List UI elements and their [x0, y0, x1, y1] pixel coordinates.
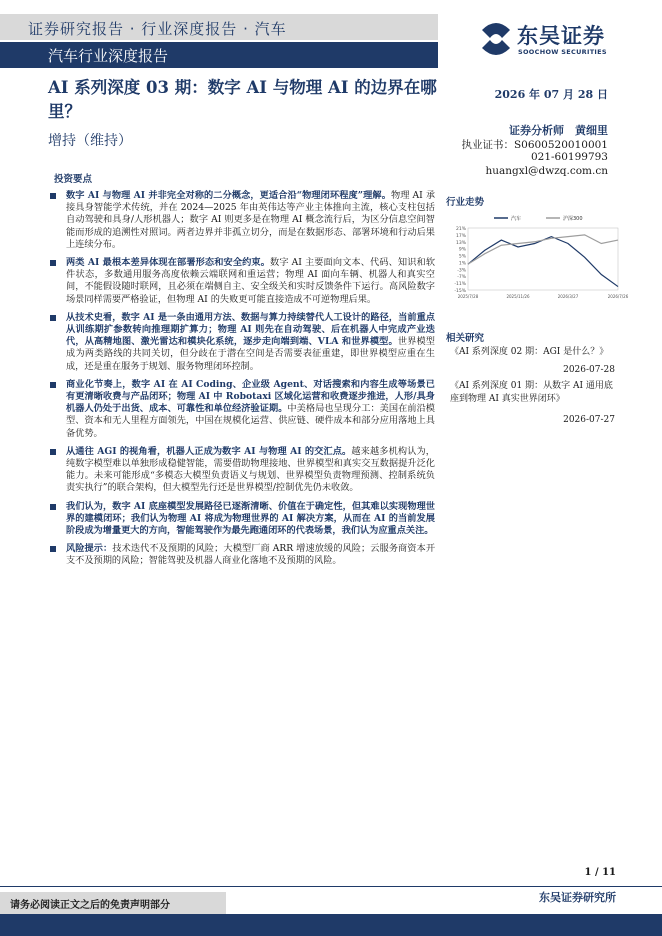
related-item-date: 2026-07-28: [563, 365, 615, 375]
company-logo-icon: [478, 20, 514, 58]
analyst-cert: 执业证书：S0600520010001: [461, 139, 608, 151]
highlights-title: 投资要点: [54, 174, 93, 185]
page-number: 1 / 11: [584, 867, 616, 878]
y-tick-label: -3%: [457, 268, 466, 274]
related-item-date: 2026-07-27: [563, 415, 615, 425]
plot-frame: [468, 228, 618, 290]
y-tick-label: 21%: [455, 227, 466, 232]
related-item-title[interactable]: 《AI 系列深度 01 期：从数字 AI 通用底座到物理 AI 真实世界闭环》: [450, 381, 613, 404]
y-tick-label: 17%: [455, 233, 466, 239]
company-logo-cn: 东吴证券: [517, 24, 605, 48]
industry-trend-chart: [446, 210, 629, 302]
series-line-csi300: [468, 235, 618, 264]
y-tick-label: 5%: [458, 254, 466, 260]
series-line-auto: [468, 237, 618, 287]
highlight-item: 从技术史看，数字 AI 是一条由通用方法、数据与算力持续替代人工设计的路径，当前重点从训练期扩参数转向推理期扩算力；物理 AI 则先在自动驾驶、后在机器人中完成产业迭代，从高精地图、激光雷达和模块化系统，逐步走向端到端、VLA 和世界模型。世界模型成为两类路线的共同关切，但分歧在于潜在空间是否需要表征重建，即世界模型应重在生成，还是重在服务于规划、服务物理闭环控制。: [48, 312, 435, 373]
analyst-name: 证券分析师 黄细里: [509, 124, 608, 137]
highlight-item: 我们认为，数字 AI 底座模型发展路径已逐渐清晰、价值在于确定性，但其难以实现物理世界的建模闭环；我们认为物理 AI 将成为物理世界的 AI 解决方案，从而在 AI 的当前发展阶段成为增量更大的方向，智能驾驶作为最先跑通闭环的代表场景，我们认为应重点关注。: [48, 501, 435, 538]
x-tick-label: 2025/11/26: [506, 294, 530, 299]
disclaimer-text: 请务必阅读正文之后的免责声明部分: [10, 900, 170, 911]
related-item-title[interactable]: 《AI 系列深度 02 期：AGI 是什么？》: [450, 347, 609, 357]
y-tick-label: 1%: [458, 261, 466, 267]
highlight-item: 从通往 AGI 的视角看，机器人正成为数字 AI 与物理 AI 的交汇点。越来越多机构认为，纯数字模型难以单独形成稳健智能，需要借助物理接地、世界模型和真实交互数据提升泛化能力。未来可能形成“多模态大模型负责语义与规划、世界模型负责物理预测、控制系统负责实执行”的联合架构，但大模型先行还是世界模型/控制优先仍未收敛。: [48, 446, 435, 495]
legend-label: 沪深300: [563, 216, 583, 222]
x-tick-label: 2025/7/28: [457, 294, 479, 299]
x-tick-label: 2026/3/27: [557, 294, 579, 299]
footer-divider: [0, 886, 662, 887]
highlight-item: 风险提示：技术迭代不及预期的风险；大模型厂商 ARR 增速放缓的风险；云服务商资本开支不及预期的风险；智能驾驶及机器人商业化落地不及预期的风险。: [48, 543, 435, 567]
highlight-item: 商业化节奏上，数字 AI 在 AI Coding、企业级 Agent、对话搜索和内容生成等场景已有更清晰收费与产品闭环；物理 AI 中 Robotaxi 区域化运营和收费逐步推进，人形/具身机器人仍处于出货、成本、可靠性和单位经济验证期。中美格局也呈现分工：美国在前沿模型、资本和无人里程方面领先，中国在规模化运营、供应链、硬件成本和部分应用落地上具备优势。: [48, 379, 435, 440]
y-tick-label: -11%: [454, 282, 466, 288]
report-title: AI 系列深度 03 期：数字 AI 与物理 AI 的边界在哪里？: [48, 78, 437, 121]
report-category: 证券研究报告 · 行业深度报告 · 汽车: [28, 20, 287, 38]
analyst-email: huangxl@dwzq.com.cn: [485, 165, 608, 177]
report-type: 汽车行业深度报告: [48, 47, 169, 65]
company-logo-en: SOOCHOW SECURITIES: [518, 48, 607, 56]
report-date: 2026 年 07 月 28 日: [494, 88, 608, 101]
y-tick-label: -15%: [454, 289, 466, 294]
rating: 增持（维持）: [48, 133, 132, 149]
legend-label: 汽车: [511, 216, 522, 222]
highlight-item: 两类 AI 最根本差异体现在部署形态和安全约束。数字 AI 主要面向文本、代码、知识和软件状态，多数通用服务高度依赖云端联网和重运营；物理 AI 面向车辆、机器人和真实空间，不能假设随时联网，且必须在端侧自主、安全级关和实时反馈条件下运行。高风险数字场景同样需要严格验证，但物理 AI 的失败更可能直接造成不可逆物理后果。: [48, 257, 435, 306]
y-tick-label: 9%: [458, 247, 466, 253]
footer-institute: 东吴证券研究所: [539, 891, 616, 904]
analyst-phone: 021-60199793: [530, 151, 608, 163]
footer-band: [0, 914, 662, 936]
y-tick-label: -7%: [457, 275, 466, 281]
related-title: 相关研究: [446, 333, 485, 344]
trend-title: 行业走势: [446, 197, 485, 208]
highlight-item: 数字 AI 与物理 AI 并非完全对称的二分概念，更适合沿“物理闭环程度”理解。物理 AI 承接具身智能学术传统，并在 2024—2025 年由英伟达等产业主体推向主流，核心支柱包括自动驾驶和具身/人形机器人；数字 AI 则更多是在物理 AI 概念流行后，为区分信息空间智能而形成的追溯性对照词。两者边界并非孤立切分，而是在数据形态、部署环境和行动后果上连续分布。: [48, 190, 435, 251]
x-tick-label: 2026/7/26: [607, 294, 629, 299]
highlights-list: [48, 190, 435, 574]
y-tick-label: 13%: [455, 240, 466, 246]
